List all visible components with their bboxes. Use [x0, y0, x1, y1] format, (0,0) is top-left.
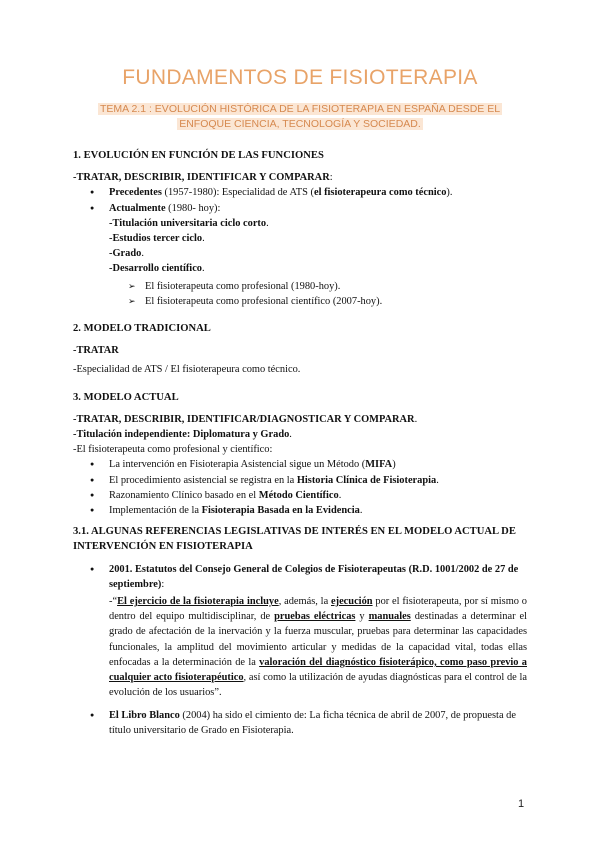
- list-item: ➢ El fisioterapeuta como profesional (1980-hoy).: [73, 279, 527, 294]
- section-3-1-heading: 3.1. ALGUNAS REFERENCIAS LEGISLATIVAS DE INTERÉS EN EL MODELO ACTUAL DE INTERVENCIÓN EN FISIOTERAPIA: [73, 526, 516, 553]
- list-item: ● El procedimiento asistencial se registra en la Historia Clínica de Fisioterapia.: [73, 473, 527, 488]
- section-3-verbs: -TRATAR, DESCRIBIR, IDENTIFICAR/DIAGNOSTICAR Y COMPARAR.: [73, 413, 418, 425]
- section-3-line-2: -El fisioterapeuta como profesional y científico:: [73, 444, 273, 456]
- document-title: FUNDAMENTOS DE FISIOTERAPIA: [122, 66, 478, 89]
- section-3-1-list: [73, 562, 527, 738]
- section-1-arrow-list: [73, 279, 527, 309]
- legislative-quote: -“El ejercicio de la fisioterapia incluye, además, la ejecución por el fisioterapeuta, por sí mismo o dentro del equipo multidisciplinar, de pruebas eléctricas y manuales destinadas a determinar el grado de afectación de la inervación y la fuerza muscular, pruebas para determinar las capacidades funcionales, la amplitud del movimiento articular y medidas de la capacidad vital, todas ellas enfocadas a la determinación de la valoración del diagnóstico fisioterápico, como paso previo a cualquier acto fisioterapéutico, así como la utilización de ayudas diagnósticas para el control de la evolución de los usuarios”.: [109, 596, 528, 699]
- section-2-text: -Especialidad de ATS / El fisioterapeura como técnico.: [73, 364, 301, 376]
- section-3-list: [73, 457, 527, 518]
- section-1-list: [73, 185, 527, 215]
- document-subtitle: [88, 102, 512, 132]
- section-2-heading: 2. MODELO TRADICIONAL: [73, 323, 211, 335]
- list-item: ● El Libro Blanco (2004) ha sido el cimiento de: La ficha técnica de abril de 2007, de propuesta de título universitario de Grado en Fisioterapia.: [73, 708, 527, 738]
- section-3-heading: 3. MODELO ACTUAL: [73, 391, 179, 403]
- page-number: 1: [518, 798, 525, 810]
- section-1-heading: 1. EVOLUCIÓN EN FUNCIÓN DE LAS FUNCIONES: [73, 150, 324, 161]
- subtitle-line-1: TEMA 2.1 : EVOLUCIÓN HISTÓRICA DE LA FISIOTERAPIA EN ESPAÑA DESDE EL: [99, 103, 501, 115]
- list-item: ● La intervención en Fisioterapia Asistencial sigue un Método (MIFA): [73, 457, 527, 472]
- list-item: ● Implementación de la Fisioterapia Basada en la Evidencia.: [73, 503, 527, 518]
- list-item: ➢ El fisioterapeuta como profesional científico (2007-hoy).: [73, 294, 527, 309]
- subtitle-line-2: ENFOQUE CIENCIA, TECNOLOGÍA Y SOCIEDAD.: [179, 118, 421, 130]
- list-item: ● Actualmente (1980- hoy):: [73, 201, 527, 216]
- section-1-verbs: -TRATAR, DESCRIBIR, IDENTIFICAR Y COMPARAR:: [73, 172, 333, 184]
- document-body: [73, 148, 527, 738]
- list-item: ● Razonamiento Clínico basado en el Método Científico.: [73, 488, 527, 503]
- section-3-line-1: -Titulación independiente: Diplomatura y Grado.: [73, 429, 292, 441]
- list-item: ● Precedentes (1957-1980): Especialidad de ATS (el fisioterapeura como técnico).: [73, 185, 527, 200]
- section-1-sublist: -Titulación universitaria ciclo corto. -Estudios tercer ciclo. -Grado. -Desarrollo científico.: [109, 217, 269, 275]
- section-2-verb: -TRATAR: [73, 345, 119, 357]
- list-item: ● 2001. Estatutos del Consejo General de Colegios de Fisioterapeutas (R.D. 1001/2002 de 27 de septiembre): -“El ejercicio de la fisioterapia incluye, además, la ejecución por el fisioterapeuta, por sí mismo o dentro del equipo multidisciplinar, de pruebas eléctricas y manuales destinadas a determinar el grado de afectación de la inervación y la fuerza muscular, pruebas para determinar las capacidades funcionales, la amplitud del movimiento articular y medidas de la capacidad vital, todas ellas enfocadas a la determinación de la valoración del diagnóstico fisioterápico, como paso previo a cualquier acto fisioterapéutico, así como la utilización de ayudas diagnósticas para el control de la evolución de los usuarios”.: [73, 562, 527, 701]
